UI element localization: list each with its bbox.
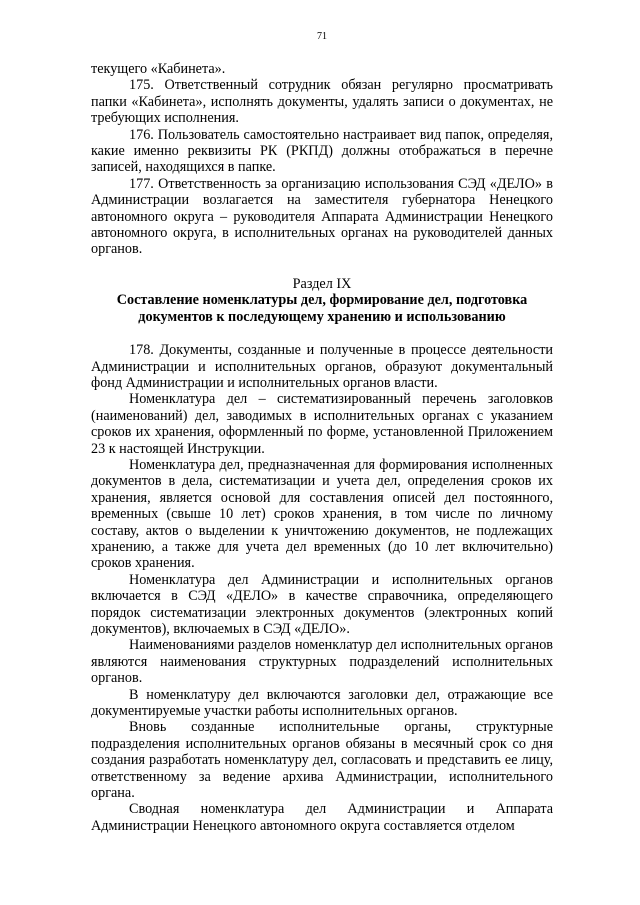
paragraph-section-names: Наименованиями разделов номенклатур дел исполнительных органов являются наименования структурных подразделений исполнительных органов.: [91, 637, 553, 687]
paragraph-nomenclature-sed: Номенклатура дел Администрации и исполнительных органов включается в СЭД «ДЕЛО» в качестве справочника, определяющего порядок систематизации электронных документов (электронных копий документов), включаемых в СЭД «ДЕЛО».: [91, 571, 553, 637]
paragraph-176: 176. Пользователь самостоятельно настраивает вид папок, определяя, какие именно реквизиты РК (РКПД) должны отображаться в перечне записей, находящихся в папке.: [91, 126, 553, 176]
document-page: [91, 0, 553, 905]
paragraph-new-organs: Вновь созданные исполнительные органы, структурные подразделения исполнительных органов обязаны в месячный срок со дня создания разработать номенклатуру дел, согласовать и представить ее лицу, ответственному за ведение архива Администрации, исполнительного органа.: [91, 719, 553, 802]
paragraph-case-headings: В номенклатуру дел включаются заголовки дел, отражающие все документируемые участки работы исполнительных органов.: [91, 686, 553, 720]
paragraph-summary-nomenclature: Сводная номенклатура дел Администрации и Аппарата Администрации Ненецкого автономного округа составляется отделом: [91, 801, 553, 834]
paragraph-continuation: текущего «Кабинета».: [91, 61, 226, 77]
page-content: [91, 61, 553, 834]
section-title: Составление номенклатуры дел, формирование дел, подготовка документов к последующему хранению и использованию: [116, 292, 528, 325]
paragraph-177: 177. Ответственность за организацию использования СЭД «ДЕЛО» в Администрации возлагается на заместителя губернатора Ненецкого автономного округа – руководителя Аппарата Администрации Ненецкого автономного округа, в исполнительных органах на руководителей данных органов.: [91, 175, 553, 258]
paragraph-178: 178. Документы, созданные и полученные в процессе деятельности Администрации и исполнительных органов, образуют документальный фонд Администрации и исполнительных органов власти.: [91, 342, 553, 391]
paragraph-nomenclature-definition: Номенклатура дел – систематизированный перечень заголовков (наименований) дел, заводимых в исполнительных органах с указанием сроков их хранения, оформленный по форме, установленной Приложением 23 к настоящей Инструкции.: [91, 391, 553, 457]
paragraph-175: 175. Ответственный сотрудник обязан регулярно просматривать папки «Кабинета», исполнять документы, удалять записи о документах, не требующих исполнения.: [91, 77, 553, 127]
paragraph-nomenclature-purpose: Номенклатура дел, предназначенная для формирования исполненных документов в дела, систематизации и учета дел, определения сроков их хранения, является основой для составления описей дел постоянного, временных (свыше 10 лет) сроков хранения, в том числе по личному составу, актов о выделении к уничтожению документов, не подлежащих хранению, а также для учета дел временных (до 10 лет включительно) сроков хранения.: [91, 456, 553, 572]
page-number: 71: [317, 31, 327, 42]
section-label: Раздел IX: [292, 275, 352, 292]
